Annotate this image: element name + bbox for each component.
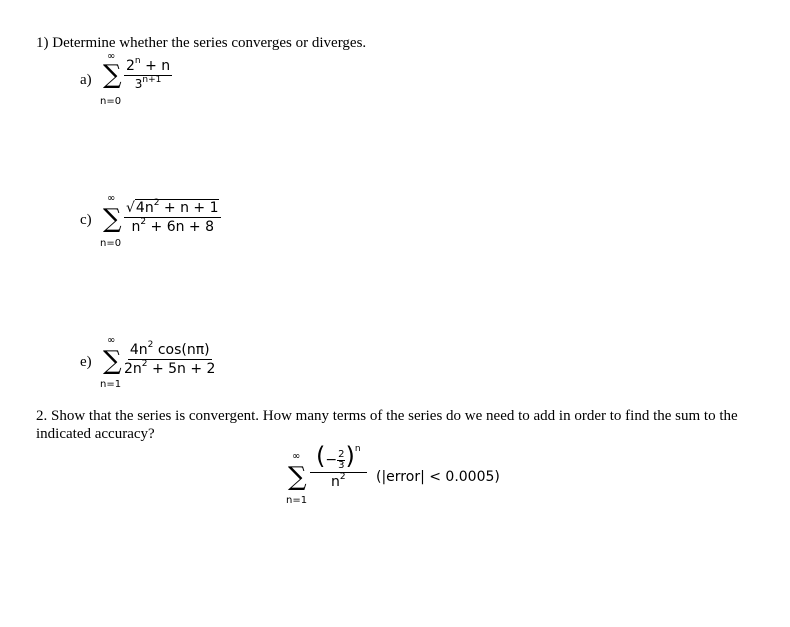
question-1-title: 1) Determine whether the series converges or diverges. [36, 35, 367, 51]
series-2-denominator: $n^2$ [330, 471, 346, 490]
series-c-label: c) [80, 212, 92, 228]
series-c-denominator: $n^2 + 6n + 8$ [131, 217, 215, 235]
series-2-upper: ∞ [292, 451, 301, 462]
series-a-fraction [124, 58, 172, 91]
question-2-text: 2. Show that the series is convergent. How many terms of the series do we need to add in order to find the sum to the indicated accuracy? [36, 408, 738, 442]
series-a-label: a) [80, 72, 92, 88]
series-e-lower: n=1 [100, 379, 122, 390]
series-c-numerator: $√4n^2 + n + 1$ [124, 200, 221, 218]
sigma-a-icon: ∑ [103, 60, 122, 90]
inner-fraction: $\frac{2}{3}$ [338, 448, 345, 471]
sigma-2-icon: ∑ [288, 462, 307, 492]
sigma-e-icon: ∑ [103, 346, 122, 376]
series-a-denominator: $3^{n+1}$ [134, 75, 162, 91]
series-e-label: e) [80, 354, 92, 370]
series-c-upper: ∞ [107, 193, 116, 204]
accuracy-condition: (|error| < 0.0005) [376, 469, 500, 485]
series-e-denominator: $2n^2 + 5n + 2$ [124, 359, 216, 377]
series-e-numerator: $4n^2$ cos(nπ) [129, 340, 210, 358]
series-a-lower: n=0 [100, 96, 122, 107]
series-c-lower: n=0 [100, 238, 122, 249]
series-a-numerator: $2^n + n$ [126, 56, 171, 74]
series-e-upper: ∞ [107, 335, 116, 346]
series-2-fraction [310, 442, 367, 490]
series-c-fraction [124, 200, 221, 235]
series-2-numerator: (− $\frac{2}{3}$ )$^n$ [310, 446, 367, 473]
series-2-lower: n=1 [286, 495, 308, 506]
series-a-upper: ∞ [107, 51, 116, 62]
sigma-c-icon: ∑ [103, 204, 122, 234]
series-e-fraction [124, 342, 215, 377]
